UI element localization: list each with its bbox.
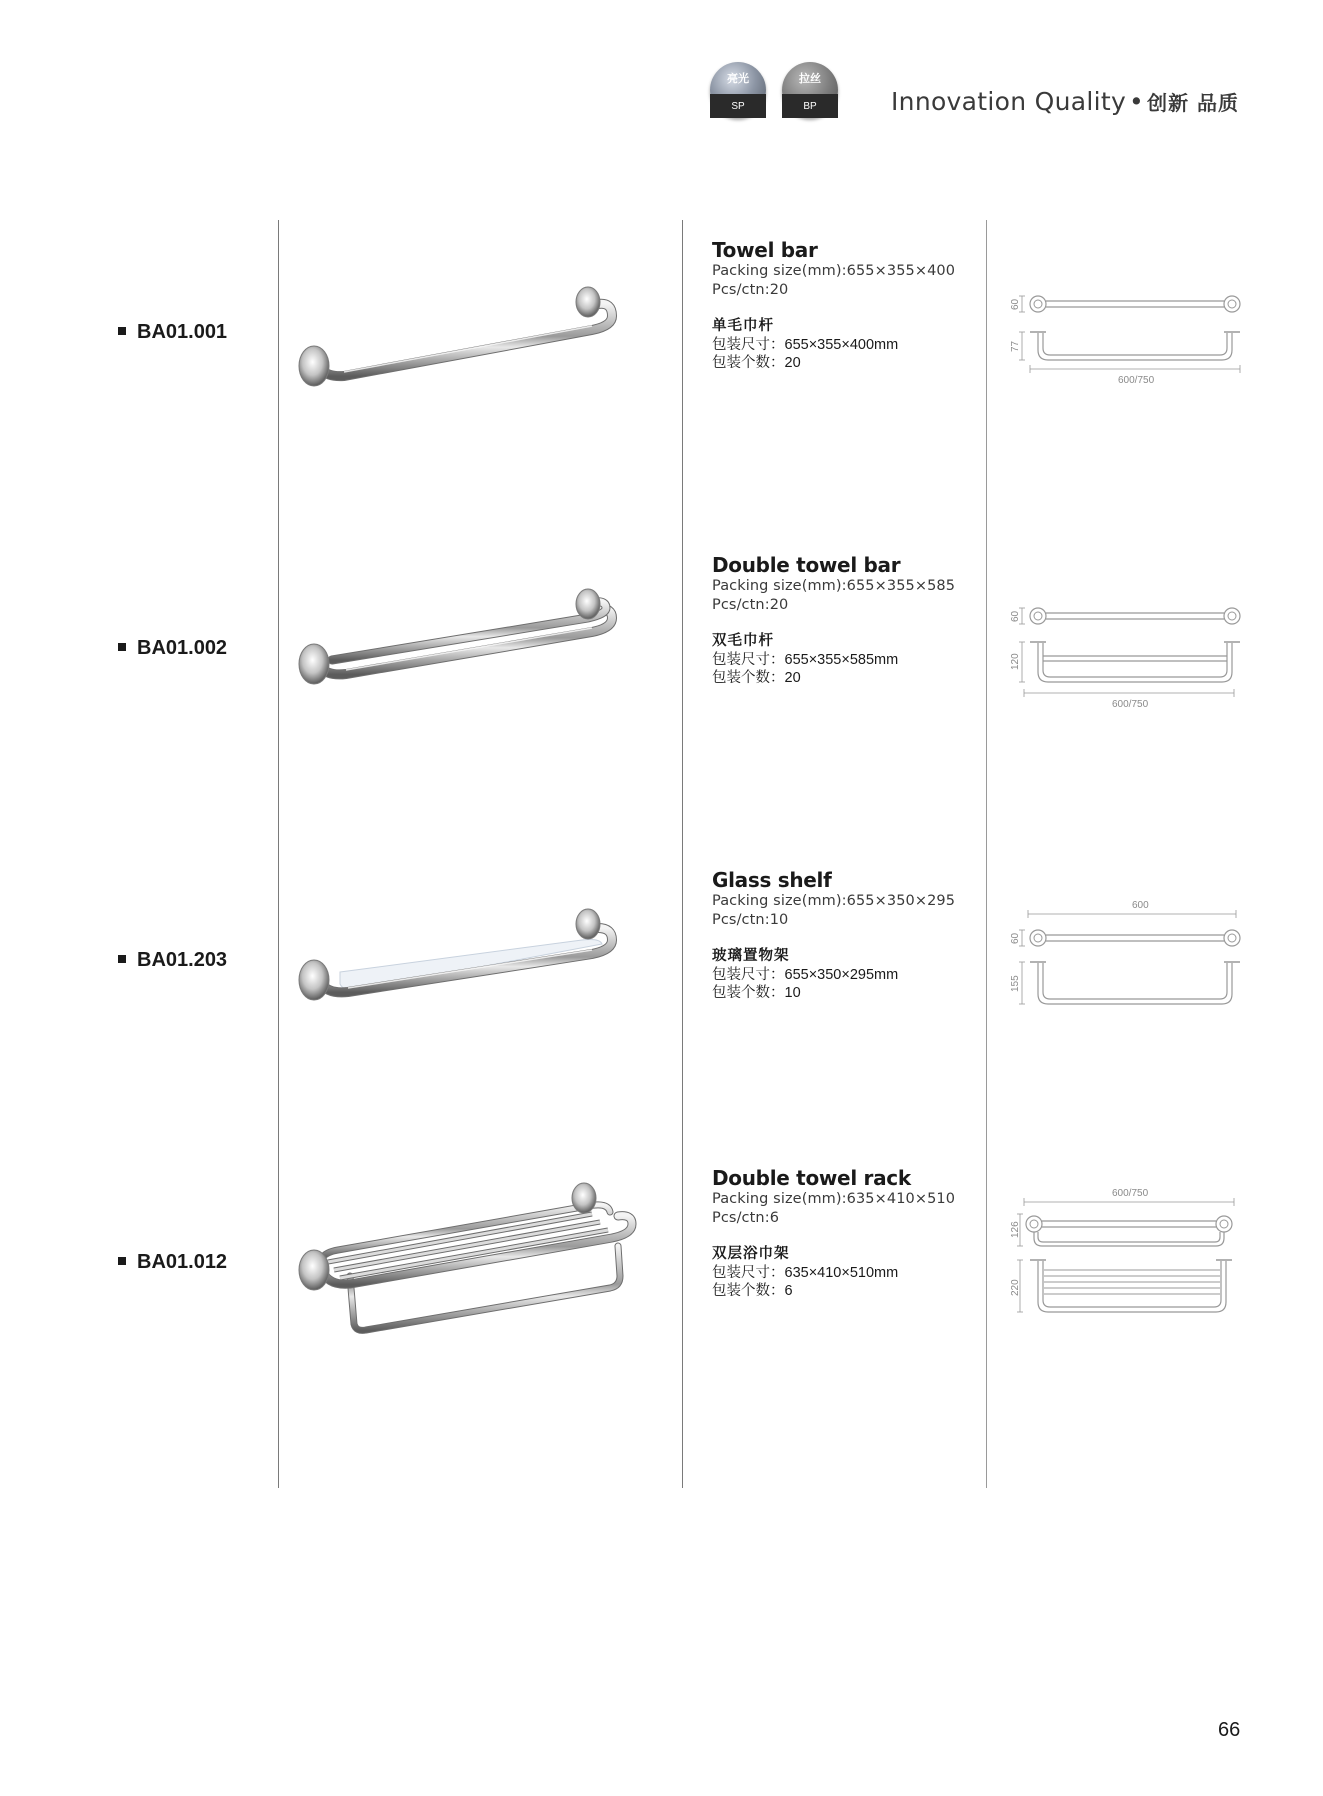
pcs-per-carton-cn: 包装个数：10 [712,985,801,1001]
product-code: BA01.203 [118,949,227,972]
column-divider-3 [986,220,987,1488]
product-name: Double towel rack [712,1166,911,1190]
packing-size-cn: 包装尺寸：635×410×510mm [712,1265,899,1281]
pcs-per-carton-cn: 包装个数：20 [712,670,801,686]
finish-badge-sp-label-cn: 亮光 [727,72,749,86]
dim-label-width: 600/750 [1118,375,1155,386]
bullet-icon [118,955,126,963]
packing-size-cn: 包装尺寸：655×355×585mm [712,652,899,668]
product-info [712,553,982,687]
pcs-per-carton-cn: 包装个数：6 [712,1283,793,1299]
dim-label-depth: 60 [1010,298,1021,310]
page-number: 66 [1218,1719,1241,1741]
dimension-drawing [1012,1186,1262,1346]
packing-size-cn: 包装尺寸：655×350×295mm [712,967,899,983]
product-name: Double towel bar [712,553,901,577]
product-info [712,868,982,1002]
bullet-icon [118,327,126,335]
dimension-drawing [1012,598,1262,718]
dim-label-width: 600/750 [1112,1188,1149,1199]
product-photo-glass-shelf [292,898,660,1010]
tagline-cn: 创新 品质 [1147,91,1240,115]
bullet-icon [118,643,126,651]
packing-size-cn: 包装尺寸：655×355×400mm [712,337,899,353]
product-name-cn: 玻璃置物架 [712,948,790,964]
dim-label-height: 220 [1010,1279,1021,1296]
dimension-drawing [1012,286,1262,396]
product-info [712,1166,982,1300]
pcs-per-carton: Pcs/ctn:6 [712,1210,780,1226]
column-divider-1 [278,220,279,1488]
column-divider-2 [682,220,683,1488]
dim-label-height: 155 [1010,975,1021,992]
dim-label-depth: 126 [1010,1221,1021,1238]
product-name-cn: 单毛巾杆 [712,318,774,334]
product-code: BA01.012 [118,1251,227,1274]
product-name: Towel bar [712,238,818,262]
tagline-en: Innovation Quality [891,87,1127,116]
dim-label-width: 600 [1132,900,1149,911]
product-photo-double-towel-bar [292,584,660,696]
pcs-per-carton-cn: 包装个数：20 [712,355,801,371]
packing-size: Packing size(mm):655×355×400 [712,263,956,279]
bullet-icon [118,1257,126,1265]
pcs-per-carton: Pcs/ctn:20 [712,597,789,613]
finish-badge-bp-code: BP [782,94,838,118]
packing-size: Packing size(mm):635×410×510 [712,1191,956,1207]
dimension-drawing [1012,898,1262,1018]
dim-label-width: 600/750 [1112,699,1149,710]
product-code: BA01.002 [118,637,227,660]
finish-badge-sp-code: SP [710,94,766,118]
product-name-cn: 双毛巾杆 [712,633,774,649]
product-photo-double-towel-rack [292,1178,660,1334]
dim-label-height: 120 [1010,653,1021,670]
product-name: Glass shelf [712,868,832,892]
pcs-per-carton: Pcs/ctn:20 [712,282,789,298]
dim-label-height: 77 [1010,340,1021,352]
product-name-cn: 双层浴巾架 [712,1246,790,1262]
finish-badge-bp-label-cn: 拉丝 [799,72,821,86]
tagline-dot: • [1129,87,1145,116]
packing-size: Packing size(mm):655×355×585 [712,578,956,594]
dim-label-depth: 60 [1010,610,1021,622]
dim-label-depth: 60 [1010,932,1021,944]
product-code: BA01.001 [118,321,227,344]
packing-size: Packing size(mm):655×350×295 [712,893,956,909]
pcs-per-carton: Pcs/ctn:10 [712,912,789,928]
